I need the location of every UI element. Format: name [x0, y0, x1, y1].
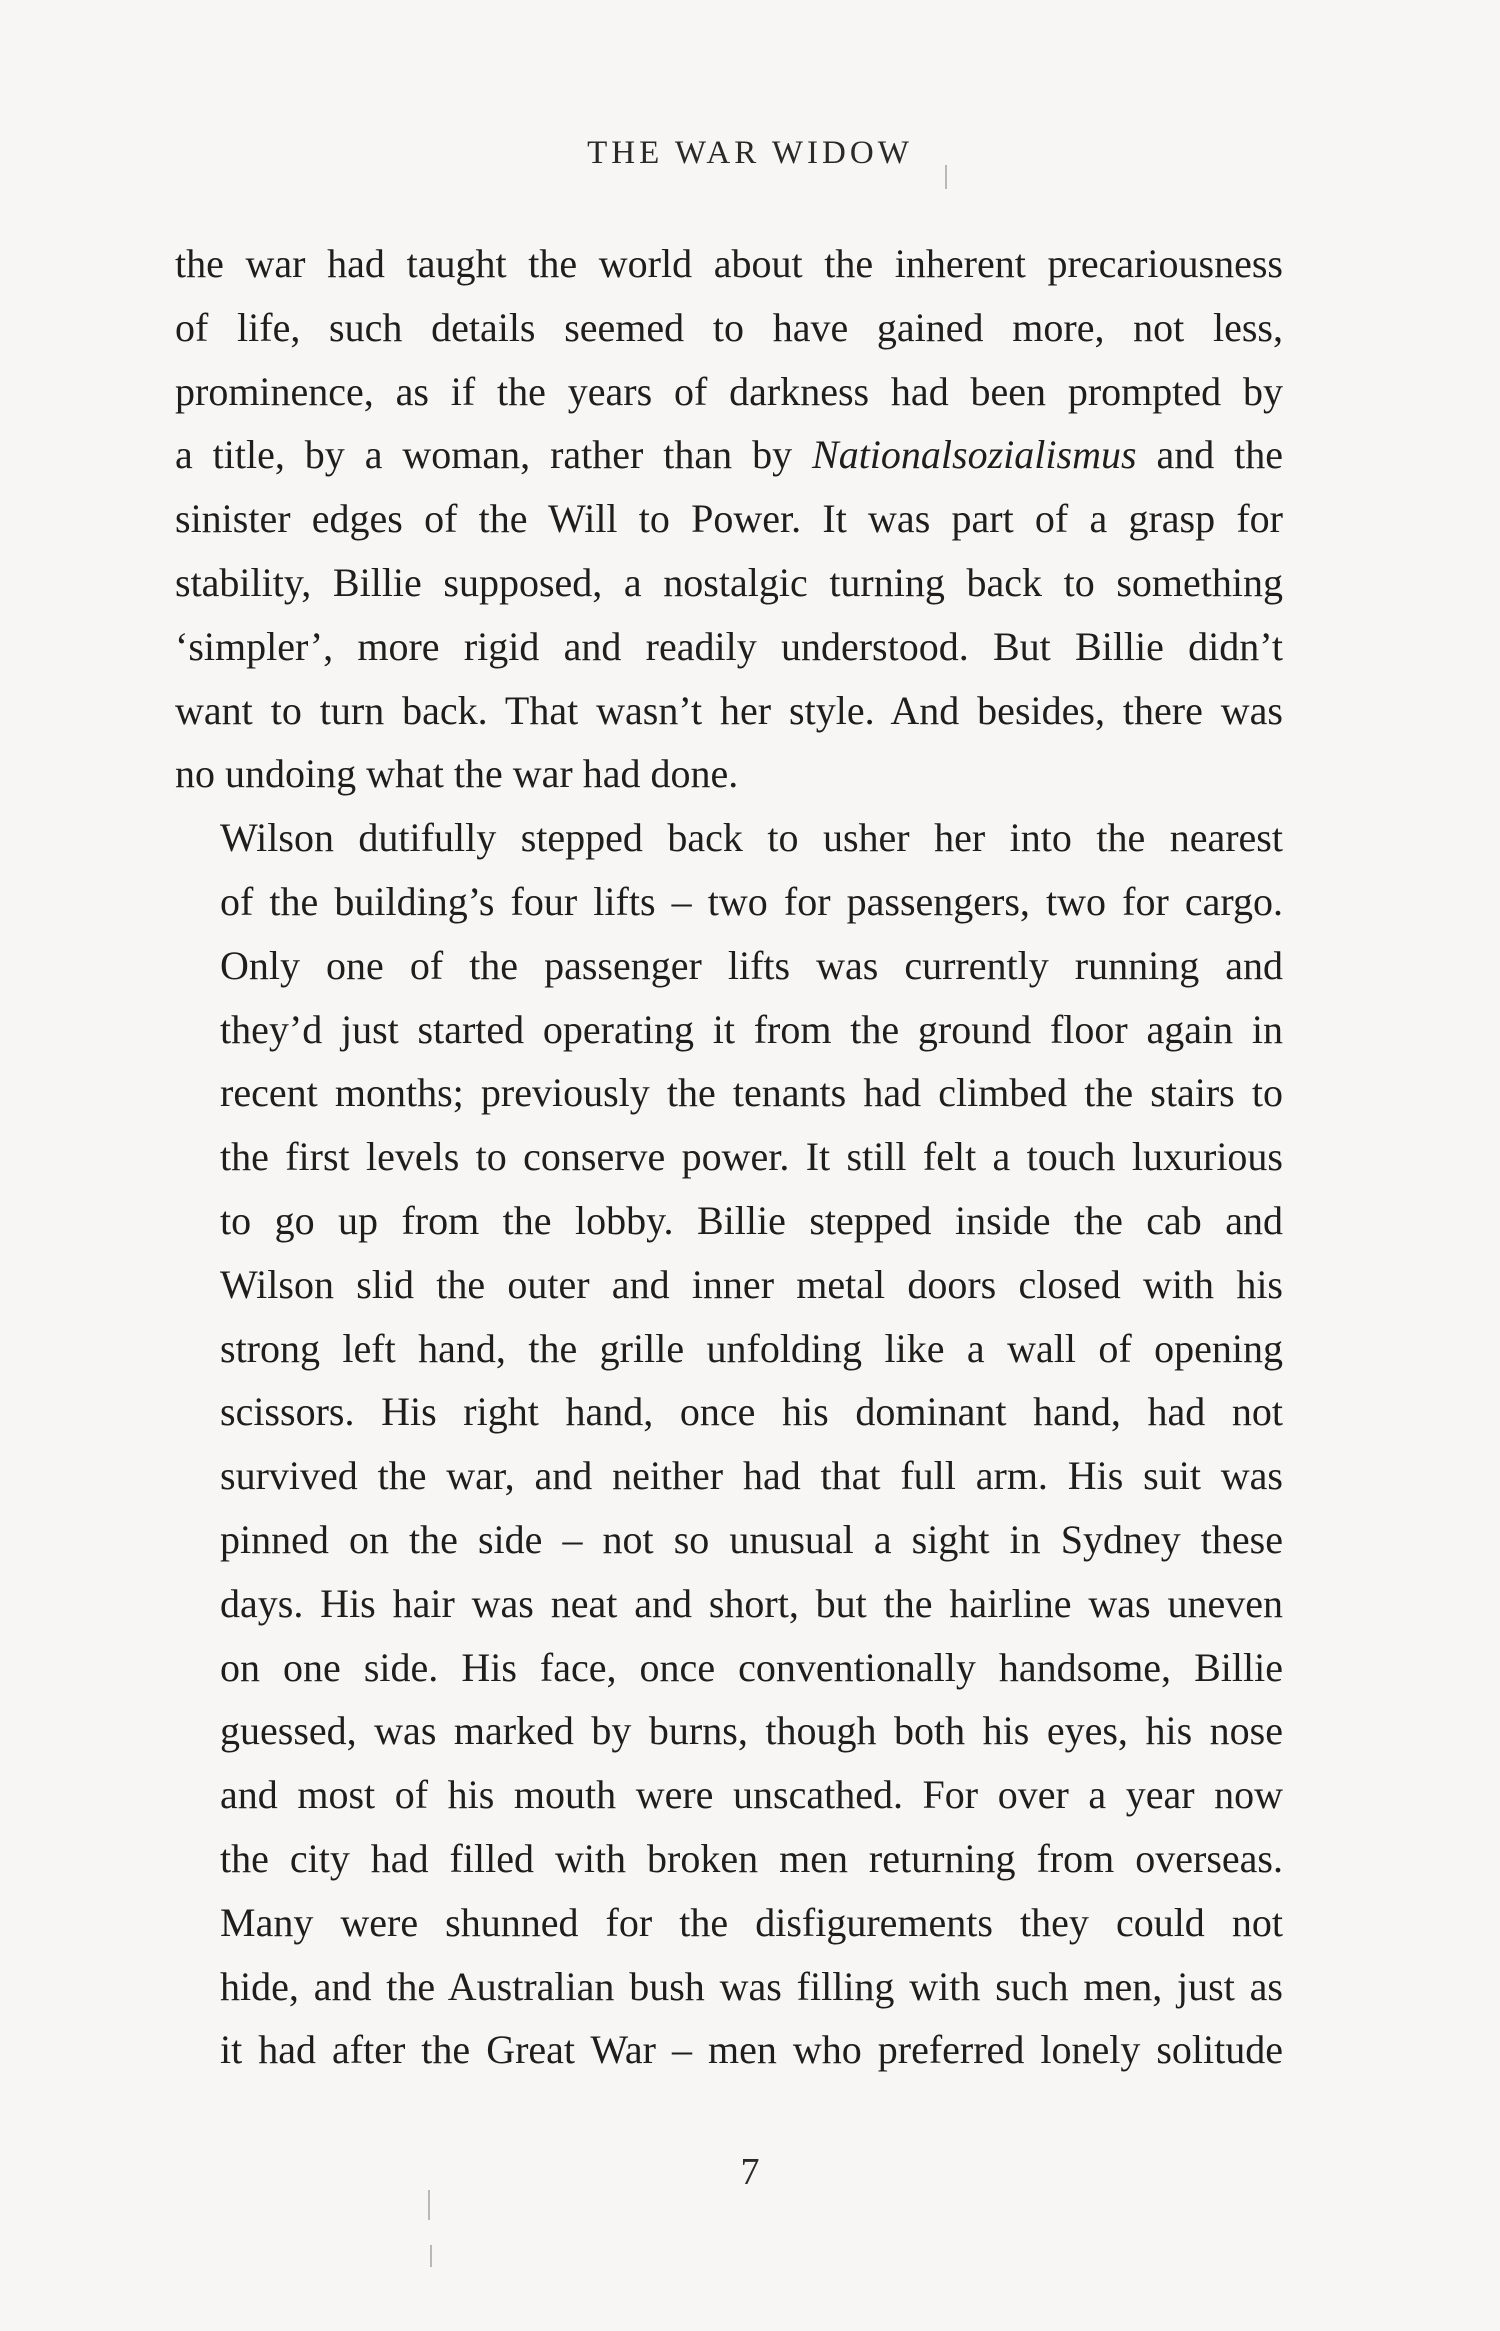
- text-line: strong left hand, the grille unfolding like a wall of opening: [220, 1325, 1283, 1371]
- scan-speck: [428, 2190, 430, 2220]
- text-line: guessed, was marked by burns, though both his eyes, his nose: [220, 1708, 1283, 1754]
- paragraph-1: [175, 232, 1283, 806]
- scan-speck: [430, 2245, 432, 2267]
- text-line: Wilson slid the outer and inner metal doors closed with his: [220, 1261, 1283, 1307]
- text-line: to go up from the lobby. Billie stepped inside the cab and: [220, 1197, 1283, 1243]
- text-line-with-italic: [175, 423, 1283, 487]
- text-line: scissors. His right hand, once his dominant hand, had not: [220, 1389, 1283, 1435]
- text-line: they’d just started operating it from the ground floor again in: [220, 1006, 1283, 1052]
- text-line: and most of his mouth were unscathed. For over a year now: [220, 1772, 1283, 1818]
- text-line: pinned on the side – not so unusual a sight in Sydney these: [220, 1516, 1283, 1562]
- text-line: of the building’s four lifts – two for passengers, two for cargo.: [220, 878, 1283, 924]
- italic-term: Nationalsozialismus: [812, 432, 1137, 478]
- text-line: sinister edges of the Will to Power. It was part of a grasp for: [175, 496, 1283, 542]
- text-line: it had after the Great War – men who preferred lonely solitude: [220, 2027, 1283, 2073]
- text-line: Wilson dutifully stepped back to usher her into the nearest: [220, 815, 1283, 861]
- text-line: survived the war, and neither had that full arm. His suit was: [220, 1453, 1283, 1499]
- text-line: hide, and the Australian bush was filling with such men, just as: [220, 1963, 1283, 2009]
- page-number: 7: [740, 2151, 760, 2193]
- scan-speck: [945, 165, 947, 189]
- text-line: on one side. His face, once conventionally handsome, Billie: [220, 1644, 1283, 1690]
- text-line: of life, such details seemed to have gained more, not less,: [175, 304, 1283, 350]
- running-header: THE WAR WIDOW: [587, 135, 913, 171]
- text-line: recent months; previously the tenants had climbed the stairs to: [220, 1070, 1283, 1116]
- text-fragment: a title, by a woman, rather than by: [175, 432, 793, 478]
- text-line: stability, Billie supposed, a nostalgic turning back to something: [175, 559, 1283, 605]
- paragraph-2: [175, 806, 1283, 2082]
- text-line: the city had filled with broken men returning from overseas.: [220, 1835, 1283, 1881]
- text-line: the war had taught the world about the inherent precariousness: [175, 241, 1283, 286]
- text-fragment: and the: [1156, 432, 1284, 478]
- text-line: no undoing what the war had done.: [175, 751, 739, 797]
- text-line: prominence, as if the years of darkness had been prompted by: [175, 368, 1283, 414]
- body-text: [175, 232, 1283, 2082]
- text-line: days. His hair was neat and short, but the hairline was uneven: [220, 1580, 1283, 1626]
- text-line: the first levels to conserve power. It still felt a touch luxurious: [220, 1134, 1283, 1180]
- text-line: want to turn back. That wasn’t her style. And besides, there was: [175, 687, 1283, 733]
- text-line: Only one of the passenger lifts was currently running and: [220, 942, 1283, 988]
- text-line: Many were shunned for the disfigurements they could not: [220, 1899, 1283, 1945]
- text-line: ‘simpler’, more rigid and readily understood. But Billie didn’t: [175, 623, 1283, 669]
